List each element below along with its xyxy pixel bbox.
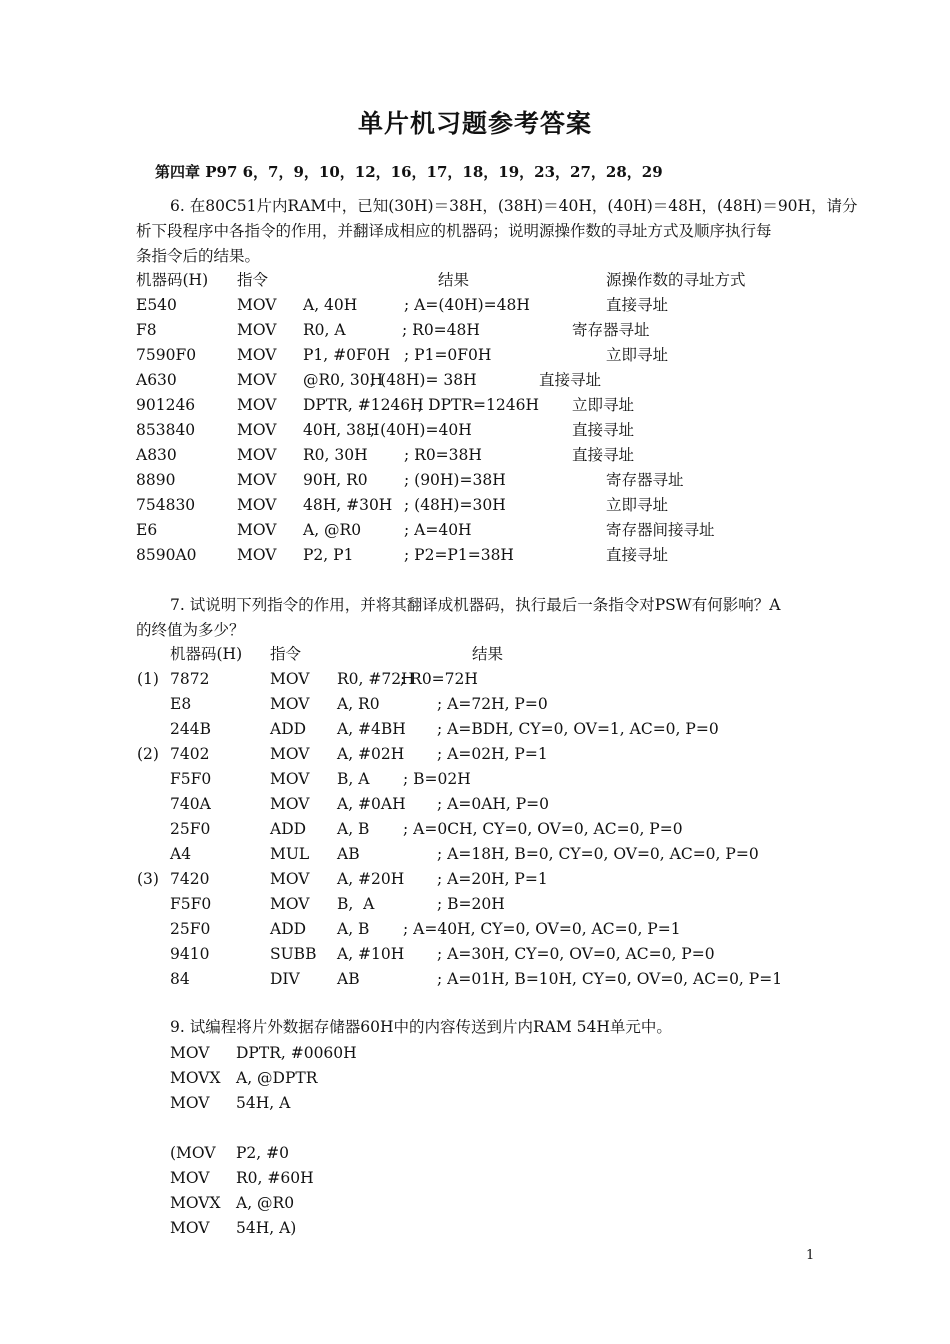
operand-cell: A, @DPTR	[236, 1069, 318, 1087]
machine-code-cell: E540	[136, 296, 177, 314]
machine-code-cell: F5F0	[170, 895, 212, 913]
opcode-cell: MOV	[237, 321, 277, 339]
opcode-cell: MOV	[237, 471, 277, 489]
opcode-cell: SUBB	[270, 945, 317, 963]
operand-cell: 54H, A	[236, 1094, 291, 1112]
machine-code-cell: 244B	[170, 720, 211, 738]
result-cell: ; (48H)= 38H	[370, 371, 477, 389]
addressing-mode-cell: 立即寻址	[606, 346, 669, 364]
operand-cell: A, #20H	[337, 870, 405, 888]
machine-code-cell: 7872	[170, 670, 210, 688]
operand-cell: AB	[337, 970, 360, 988]
machine-code-cell: 7402	[170, 745, 210, 763]
page-title: 单片机习题参考答案	[357, 109, 592, 138]
result-cell: ; A=18H, B=0, CY=0, OV=0, AC=0, P=0	[437, 845, 759, 863]
result-cell: ; B=02H	[403, 770, 471, 788]
machine-code-cell: E8	[170, 695, 192, 713]
operand-cell: A, B	[337, 920, 370, 938]
operand-cell: R0, A	[303, 321, 346, 339]
opcode-cell: MOV	[237, 346, 277, 364]
operand-cell: A, #0AH	[337, 795, 406, 813]
result-cell: ; (90H)=38H	[404, 471, 506, 489]
operand-cell: 48H, #30H	[303, 496, 393, 514]
addressing-mode-cell: 直接寻址	[539, 371, 602, 389]
q7-text-line: 7. 试说明下列指令的作用，并将其翻译成机器码，执行最后一条指令对PSW有何影响？A	[170, 596, 781, 614]
result-cell: ; A=20H, P=1	[437, 870, 548, 888]
result-cell: ; B=20H	[437, 895, 505, 913]
q6-text-line: 析下段程序中各指令的作用，并翻译成相应的机器码；说明源操作数的寻址方式及顺序执行每	[136, 222, 772, 240]
header-code: 机器码(H)	[136, 271, 209, 289]
opcode-cell: MOVX	[170, 1069, 221, 1087]
opcode-cell: MOV	[170, 1044, 210, 1062]
opcode-cell: MUL	[270, 845, 310, 863]
opcode-cell: MOV	[237, 446, 277, 464]
machine-code-cell: F5F0	[170, 770, 212, 788]
result-cell: ; (40H)=40H	[370, 421, 472, 439]
opcode-cell: MOV	[237, 421, 277, 439]
operand-cell: 90H, R0	[303, 471, 368, 489]
result-cell: ; A=(40H)=48H	[404, 296, 530, 314]
addressing-mode-cell: 寄存器寻址	[606, 471, 684, 489]
machine-code-cell: 901246	[136, 396, 196, 414]
operand-cell: @R0, 30H	[303, 371, 384, 389]
opcode-cell: MOV	[237, 396, 277, 414]
machine-code-cell: 740A	[170, 795, 211, 813]
result-cell: ; (48H)=30H	[404, 496, 506, 514]
result-cell: ; P2=P1=38H	[404, 546, 514, 564]
machine-code-cell: 8890	[136, 471, 176, 489]
operand-cell: P2, #0	[236, 1144, 289, 1162]
operand-cell: R0, 30H	[303, 446, 368, 464]
operand-cell: B, A	[337, 895, 375, 913]
machine-code-cell: 853840	[136, 421, 196, 439]
operand-cell: A, #4BH	[337, 720, 406, 738]
operand-cell: A, R0	[337, 695, 380, 713]
operand-cell: A, #10H	[337, 945, 405, 963]
operand-cell: AB	[337, 845, 360, 863]
opcode-cell: ADD	[270, 920, 307, 938]
addressing-mode-cell: 直接寻址	[572, 421, 635, 439]
q7-text-line: 的终值为多少？	[136, 621, 245, 639]
operand-cell: 40H, 38H	[303, 421, 380, 439]
operand-cell: B, A	[337, 770, 370, 788]
group-number-cell: (2)	[137, 745, 159, 763]
header-result: 结果	[472, 645, 504, 663]
opcode-cell: ADD	[270, 720, 307, 738]
opcode-cell: MOV	[270, 895, 310, 913]
machine-code-cell: 25F0	[170, 920, 211, 938]
operand-cell: A, @R0	[236, 1194, 295, 1212]
operand-cell: R0, #60H	[236, 1169, 314, 1187]
header-code: 机器码(H)	[170, 645, 243, 663]
header-result: 结果	[438, 271, 470, 289]
opcode-cell: (MOV	[170, 1144, 216, 1162]
operand-cell: P1, #0F0H	[303, 346, 391, 364]
result-cell: ; A=40H	[404, 521, 472, 539]
machine-code-cell: A830	[136, 446, 177, 464]
opcode-cell: MOV	[270, 770, 310, 788]
machine-code-cell: 754830	[136, 496, 196, 514]
opcode-cell: ADD	[270, 820, 307, 838]
operand-cell: DPTR, #1246H	[303, 396, 424, 414]
chapter-heading: 第四章 P97 6，7，9，10，12，16，17，18，19，23，27，28，29	[155, 163, 663, 181]
addressing-mode-cell: 立即寻址	[606, 496, 669, 514]
result-cell: ; A=0CH, CY=0, OV=0, AC=0, P=0	[403, 820, 683, 838]
operand-cell: A, B	[337, 820, 370, 838]
addressing-mode-cell: 直接寻址	[606, 296, 669, 314]
result-cell: ; A=72H, P=0	[437, 695, 548, 713]
result-cell: ; A=0AH, P=0	[437, 795, 550, 813]
machine-code-cell: E6	[136, 521, 158, 539]
addressing-mode-cell: 寄存器间接寻址	[606, 521, 715, 539]
operand-cell: R0, #72H	[337, 670, 415, 688]
machine-code-cell: F8	[136, 321, 157, 339]
result-cell: ; DPTR=1246H	[418, 396, 539, 414]
operand-cell: A, #02H	[337, 745, 405, 763]
operand-cell: A, 40H	[303, 296, 358, 314]
addressing-mode-cell: 直接寻址	[606, 546, 669, 564]
machine-code-cell: A4	[170, 845, 192, 863]
opcode-cell: MOV	[237, 296, 277, 314]
result-cell: ; A=01H, B=10H, CY=0, OV=0, AC=0, P=1	[437, 970, 783, 988]
operand-cell: P2, P1	[303, 546, 354, 564]
result-cell: ; A=BDH, CY=0, OV=1, AC=0, P=0	[437, 720, 719, 738]
q6-text-line: 6. 在80C51片内RAM中，已知(30H)＝38H，(38H)＝40H，(40H)＝48H，(48H)＝90H，请分	[170, 197, 858, 215]
q6-text	[136, 194, 858, 269]
addressing-mode-cell: 直接寻址	[572, 446, 635, 464]
result-cell: ; P1=0F0H	[404, 346, 492, 364]
opcode-cell: MOVX	[170, 1194, 221, 1212]
opcode-cell: MOV	[270, 670, 310, 688]
result-cell: ; R0=72H	[400, 670, 478, 688]
opcode-cell: MOV	[170, 1219, 210, 1237]
header-instr: 指令	[237, 271, 269, 289]
machine-code-cell: 7590F0	[136, 346, 197, 364]
opcode-cell: MOV	[170, 1169, 210, 1187]
result-cell: ; R0=38H	[404, 446, 482, 464]
group-number-cell: (1)	[137, 670, 159, 688]
result-cell: ; R0=48H	[402, 321, 480, 339]
machine-code-cell: 9410	[170, 945, 210, 963]
addressing-mode-cell: 寄存器寻址	[572, 321, 650, 339]
page-number: 1	[806, 1248, 815, 1263]
opcode-cell: MOV	[270, 795, 310, 813]
header-mode: 源操作数的寻址方式	[606, 271, 746, 289]
machine-code-cell: 25F0	[170, 820, 211, 838]
opcode-cell: MOV	[237, 371, 277, 389]
operand-cell: A, @R0	[303, 521, 362, 539]
operand-cell: 54H, A)	[236, 1219, 297, 1237]
opcode-cell: MOV	[270, 695, 310, 713]
q9-text: 9. 试编程将片外数据存储器60H中的内容传送到片内RAM 54H单元中。	[170, 1018, 672, 1036]
result-cell: ; A=02H, P=1	[437, 745, 548, 763]
operand-cell: DPTR, #0060H	[236, 1044, 357, 1062]
machine-code-cell: A630	[136, 371, 177, 389]
opcode-cell: MOV	[237, 521, 277, 539]
opcode-cell: MOV	[237, 496, 277, 514]
group-number-cell: (3)	[137, 870, 159, 888]
header-instr: 指令	[270, 645, 302, 663]
machine-code-cell: 8590A0	[136, 546, 197, 564]
opcode-cell: MOV	[270, 870, 310, 888]
opcode-cell: DIV	[270, 970, 300, 988]
opcode-cell: MOV	[170, 1094, 210, 1112]
opcode-cell: MOV	[237, 546, 277, 564]
q6-text-line: 条指令后的结果。	[136, 247, 261, 265]
q7-text	[136, 593, 816, 643]
machine-code-cell: 7420	[170, 870, 210, 888]
result-cell: ; A=30H, CY=0, OV=0, AC=0, P=0	[437, 945, 715, 963]
addressing-mode-cell: 立即寻址	[572, 396, 635, 414]
machine-code-cell: 84	[170, 970, 190, 988]
result-cell: ; A=40H, CY=0, OV=0, AC=0, P=1	[403, 920, 681, 938]
opcode-cell: MOV	[270, 745, 310, 763]
